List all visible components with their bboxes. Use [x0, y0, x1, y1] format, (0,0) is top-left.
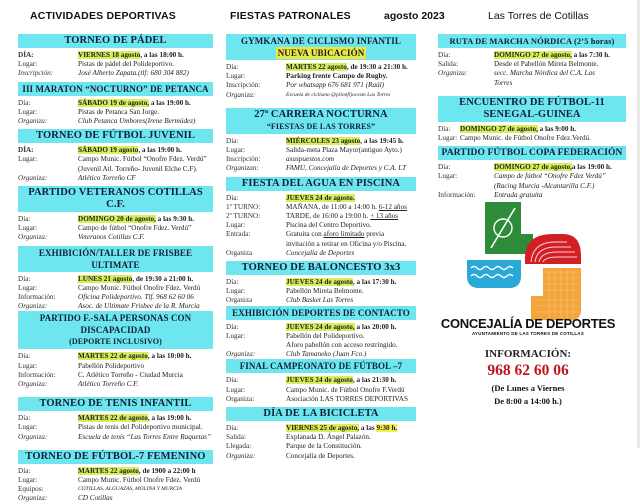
value: TARDE, de 16:00 a 19:00 h. [286, 212, 371, 221]
value: Parque de la Constitución. [286, 442, 362, 451]
column-1 [18, 34, 213, 504]
time: , de 19:30 a 21:00 h. [132, 274, 194, 283]
value: Campo Munic. de Fútbol Onofre F.Verdú [286, 385, 405, 394]
event-dia-bicicleta [226, 407, 416, 461]
label: 1º TURNO: [226, 202, 261, 211]
event-title: TORNEO DE PÁDEL [18, 34, 213, 48]
label: Lugar: [226, 331, 246, 340]
value: Escuela de ciclismo @pilonfijocesm Las Torres [286, 91, 391, 98]
date-highlight: JUEVES 24 de agosto [286, 376, 353, 385]
date-highlight: SÁBADO 19 agosto [78, 146, 139, 155]
label: Organiza: [226, 451, 256, 460]
label: 2º TURNO: [226, 212, 261, 221]
age-range: 6-12 años [378, 202, 407, 211]
label: Inscripción: [226, 81, 261, 90]
date-highlight: JUEVES 24 de agosto, [286, 322, 355, 331]
label: Día: [18, 215, 31, 224]
event-padel [18, 34, 213, 79]
date-highlight: SÁBADO 19 de agosto, [78, 98, 150, 107]
value: Pabellón del Polideportivo. [286, 331, 365, 340]
event-title: TORNEO DE FÚTBOL-7 FEMENINO [18, 450, 213, 464]
label: Día: [226, 322, 239, 331]
label: Lugar: [438, 172, 458, 181]
value: Campo de fútbol “Onofre Fdez Verdú” [494, 172, 606, 181]
label: Lugar: [438, 134, 458, 143]
football-field-icon [485, 202, 533, 254]
title-fiestas: FIESTAS PATRONALES [230, 10, 351, 22]
label: Lugar: [226, 72, 246, 81]
event-title: TORNEO DE BALONCESTO 3x3 [226, 261, 416, 275]
label: Lugar: [18, 361, 38, 370]
label: Organiza: [18, 494, 48, 503]
label: Lugar: [18, 224, 38, 233]
date-highlight: DOMINGO 27 de agosto, [460, 124, 538, 133]
label: Día: [438, 51, 451, 59]
value: COTILLAS, ALGUAZAS, MOLINA Y MURCIA [78, 486, 183, 493]
value: Oficina Polideportivo. Tlf. 968 62 60 06 [78, 293, 194, 302]
time: a las 20:00 h. [354, 322, 397, 331]
label: Entrada: [226, 230, 251, 239]
time: a las 19:00 h. [149, 98, 191, 107]
label: Lugar: [18, 107, 38, 116]
event-title [18, 311, 213, 349]
value: Campo Munic. Fútbol “Onofre Fdez. Verdú” [78, 155, 207, 164]
label: Organiza: [18, 380, 48, 389]
label: DÍA: [18, 51, 34, 59]
value: (Juvenil Atl. Torreño- Juvenil Elche C.F). [78, 164, 198, 173]
value: previa [364, 230, 385, 239]
label: Día: [226, 278, 239, 287]
time-prefix: a las [359, 424, 377, 433]
label: Día: [226, 63, 239, 71]
value: Piscina del Centro Deportivo. [286, 221, 372, 230]
event-title: DÍA DE LA BICICLETA [226, 407, 416, 421]
time-highlight: 9:30 h. [376, 424, 398, 433]
age-range: + 13 años [370, 212, 399, 221]
label: Lugar: [18, 423, 38, 432]
label: Lugar: [226, 146, 246, 155]
value: Atlético Torreño C.F. [78, 380, 139, 389]
title-actividades: ACTIVIDADES DEPORTIVAS [30, 10, 176, 22]
label: Equipos: [18, 485, 44, 494]
event-tenis [18, 397, 213, 442]
date-highlight: JUEVES 24 de agosto [286, 278, 353, 287]
label: Organiza: [18, 173, 48, 182]
value: Parking frente Campo de Rugby. [286, 72, 388, 81]
label: Lugar: [18, 283, 38, 292]
time: , a las 19:00 h. [147, 414, 192, 423]
event-copa-federacion [438, 146, 626, 200]
value: Club Basket Las Torres [286, 296, 354, 305]
title-line-1: PARTIDO F.-SALA PERSONAS CON DISCAPACIDAD [39, 313, 192, 336]
value: (Racing Murcia -Alcantarilla C.F.) [494, 181, 595, 190]
value: C. Atlético Torreño - Ciudad Murcia [78, 370, 183, 379]
date-highlight: DOMINGO 27 de agosto, [494, 163, 572, 172]
event-deportes-contacto [226, 306, 416, 360]
info-hours-days: (De Lunes a Viernes [491, 383, 565, 393]
label: Organiza [226, 296, 253, 305]
value: Atlético Torreño CF [78, 173, 136, 182]
value: Campo Munic. de Fútbol Onofre Fdez.Verdú. [460, 134, 591, 143]
date-highlight: DOMINGO 27 de agosto, [494, 51, 572, 59]
date-highlight: MARTES 22 agosto [78, 466, 139, 475]
value-underlined: aforo limitado [323, 230, 365, 239]
time: a las 19:00 h. [571, 163, 612, 172]
label: Día: [226, 193, 239, 202]
event-title [438, 96, 626, 122]
label: Salida: [226, 433, 246, 442]
event-senegal-guinea [438, 96, 626, 143]
value: Desde el Pabellón Mireia Belmonte. [494, 60, 599, 69]
value: MAÑANA, de 11:00 a 14:00 h. [286, 202, 379, 211]
time: , a las 17:30 h. [352, 278, 397, 287]
value: secc. Marcha Nórdica del C.A. Las [494, 69, 595, 78]
label: Día: [18, 274, 31, 283]
event-title: PARTIDO FÚTBOL COPA FEDERACIÓN [438, 146, 626, 160]
event-title: III MARATON “NOCTURNO” DE PETANCA [18, 82, 213, 96]
title-line-2: “FIESTAS DE LAS TORRES” [266, 121, 376, 131]
time: , de 1900 a 22:00 h [138, 466, 196, 475]
value: Pistas de Petanca San Jorge. [78, 107, 160, 116]
label: Día: [226, 424, 239, 433]
value: Escuela de tenis “Las Torres Entre Raquetas” [78, 432, 211, 441]
event-title: TORNEO DE FÚTBOL JUVENIL [18, 129, 213, 143]
label: Día: [18, 414, 31, 423]
date-highlight: VIERNES 18 agosto [78, 51, 141, 59]
event-title [226, 34, 416, 60]
event-carrera-nocturna [226, 108, 416, 174]
event-title: PARTIDO VETERANOS COTILLAS C.F. [18, 186, 213, 212]
date-highlight: MARTES 22 de agosto [78, 414, 148, 423]
label: Lugar: [18, 476, 38, 485]
label: Lugar: [18, 60, 38, 69]
value: Concejalía de Deportes. [286, 451, 355, 460]
event-title: FIESTA DEL AGUA EN PISCINA [226, 177, 416, 191]
event-fiesta-agua [226, 177, 416, 258]
value: Entrada gratuita [494, 190, 543, 199]
column-3 [438, 34, 626, 200]
time: , a las 19:45 h. [360, 136, 404, 145]
title-line-1: 27ª CARRERA NOCTURNA [254, 108, 388, 120]
event-veteranos [18, 186, 213, 243]
department-subtitle: AYUNTAMIENTO DE LAS TORRES DE COTILLAS [472, 331, 584, 336]
title-date: agosto 2023 [384, 10, 445, 22]
date-highlight: MARTES 22 agosto [286, 63, 347, 71]
event-futbol-juvenil [18, 129, 213, 183]
value: Explanada D. Ángel Palazón. [286, 433, 371, 442]
label: Organiza: [438, 69, 468, 78]
title-line-2: SENEGAL-GUINEA [483, 108, 581, 120]
court-icon [531, 268, 581, 320]
value: José Alberto Zapata.(tlf: 680 304 882) [78, 69, 189, 78]
value: Pabellón Polideportivo [78, 361, 145, 370]
value: Club Petanca Umbores(Irene Bermúdez) [78, 117, 196, 126]
swimming-pool-icon [467, 260, 521, 288]
time: , a las 19:00 h. [138, 146, 182, 155]
value: Veteranos Cotillas C.F. [78, 233, 145, 242]
label: Información: [18, 293, 56, 302]
event-title: EXHIBICIÓN DEPORTES DE CONTACTO [226, 306, 416, 320]
label: Información: [18, 370, 56, 379]
value: Gratuita con [286, 230, 324, 239]
event-frisbee [18, 246, 213, 312]
time: a las 9:30 h. [155, 215, 195, 224]
value: Torres [494, 78, 513, 87]
label: Organiza: [18, 117, 48, 126]
label: Día: [226, 136, 239, 145]
event-petanca [18, 82, 213, 127]
time: a las 9:00 h. [537, 124, 577, 133]
time: , a las 18:00 h. [140, 51, 184, 59]
value: Club Tamaneko (Juan Fco.) [286, 350, 367, 359]
title-line-2: (DEPORTE INCLUSIVO) [69, 337, 162, 347]
info-phone[interactable]: 968 62 60 06 [487, 362, 569, 379]
date-highlight: MARTES 22 de agosto [78, 352, 148, 361]
title-town: Las Torres de Cotillas [488, 10, 589, 22]
label: Llegada: [226, 442, 252, 451]
label: DÍA: [18, 146, 34, 155]
value: invitación a retirar en Oficina y/o Piscina. [286, 239, 407, 248]
time: , a las 10:00 h. [147, 352, 192, 361]
value: Asociación LAS TORRES DEPORTIVAS [286, 394, 408, 403]
athletics-track-icon [525, 234, 581, 264]
value: asuspuestos.com [286, 155, 335, 164]
event-title: TORNEO DE TENIS INFANTIL [18, 397, 213, 411]
label: Organiza: [226, 350, 256, 359]
time: a las 7:30 h. [571, 51, 611, 59]
label: Organiza: [226, 394, 255, 403]
label: Lugar: [226, 385, 246, 394]
event-title: RUTA DE MARCHA NÓRDICA (2’5 horas) [438, 34, 626, 48]
department-name [438, 316, 618, 336]
value: FAMU, Concejalía de Deportes y C.A. LT [286, 164, 407, 173]
information-block [438, 348, 618, 408]
label: Día: [226, 376, 239, 385]
department-title: CONCEJALÍA DE DEPORTES [440, 316, 616, 331]
value: Campo Munic. Fútbol Onofre Fdez. Verdú [78, 476, 201, 485]
value: Concejalía de Deportes [286, 248, 355, 257]
date-highlight: DOMINGO 20 de agosto, [78, 215, 156, 224]
label: Organiza: [18, 432, 48, 441]
label: Día: [18, 98, 31, 107]
date-highlight: JUEVES 24 de agosto. [286, 193, 355, 202]
value: Asoc. de Ultimate Frisbee de la R. Murcia [78, 302, 200, 311]
info-label: INFORMACIÓN: [484, 348, 572, 360]
new-location-badge: NUEVA UBICACIÓN [277, 48, 365, 58]
label: Salida: [438, 60, 458, 69]
label: Inscripción: [226, 155, 261, 164]
date-highlight: VIERNES 25 de agosto, [286, 424, 360, 433]
value: Pistas de pádel del Polideportivo. [78, 60, 175, 69]
document-header [0, 0, 640, 30]
column-2 [226, 34, 416, 461]
label: Inscripción: [18, 69, 54, 78]
value: Salida-meta Plaza Mayor(antiguo Ayto.) [286, 146, 402, 155]
date-highlight: MIÉRCOLES 23 agosto [286, 136, 361, 145]
label: Organiza: [226, 90, 256, 99]
value: CD Cotillas [78, 494, 113, 503]
label: Lugar: [18, 155, 38, 164]
event-marcha-nordica [438, 34, 626, 88]
label: Lugar: [226, 287, 246, 296]
event-title: FINAL CAMPEONATO DE FÚTBOL –7 [226, 359, 416, 373]
event-gymkana [226, 34, 416, 100]
time: , de 19:30 a 21:30 h. [346, 63, 408, 71]
event-baloncesto [226, 261, 416, 306]
label: Día: [438, 124, 451, 133]
label: Organiza: [18, 302, 48, 311]
value: Pabellón Mireia Belmonte. [286, 287, 364, 296]
time: , a las 21:30 h. [352, 376, 397, 385]
event-final-futbol7 [226, 359, 416, 404]
label: Organiza: [18, 233, 48, 242]
label: Lugar: [226, 221, 246, 230]
value: Pistas de tenis del Polideportivo municipal. [78, 423, 203, 432]
value: Por whatsapp 676 681 971 (Raúl) [286, 81, 385, 90]
value: Campo Munic. Fútbol Onofre Fdez. Verdú [78, 283, 201, 292]
label: Organiza [226, 248, 253, 257]
event-futbol7-femenino [18, 450, 213, 504]
label: Día: [18, 466, 31, 475]
value: Aforo pabellón con acceso restringido. [286, 341, 398, 350]
event-title [226, 108, 416, 134]
info-hours-time: De 8:00 a 14:00 h.) [494, 396, 562, 406]
date-highlight: LUNES 21 agosto [78, 274, 133, 283]
concejalia-deportes-logo [463, 196, 603, 326]
label: Organizan: [226, 164, 259, 173]
title-line-1: GYMKANA DE CICLISMO INFANTIL [241, 36, 401, 46]
label: Día: [18, 352, 31, 361]
title-line-1: ENCUENTRO DE FÚTBOL-11 [459, 96, 605, 108]
label: Día: [438, 163, 451, 172]
value: Campo de fútbol “Onofre Fdez. Verdú” [78, 224, 192, 233]
event-futbol-sala-inclusivo [18, 311, 213, 389]
label: Información: [438, 190, 476, 199]
event-title: EXHIBICIÓN/TALLER DE FRISBEE ULTIMATE [18, 246, 213, 272]
